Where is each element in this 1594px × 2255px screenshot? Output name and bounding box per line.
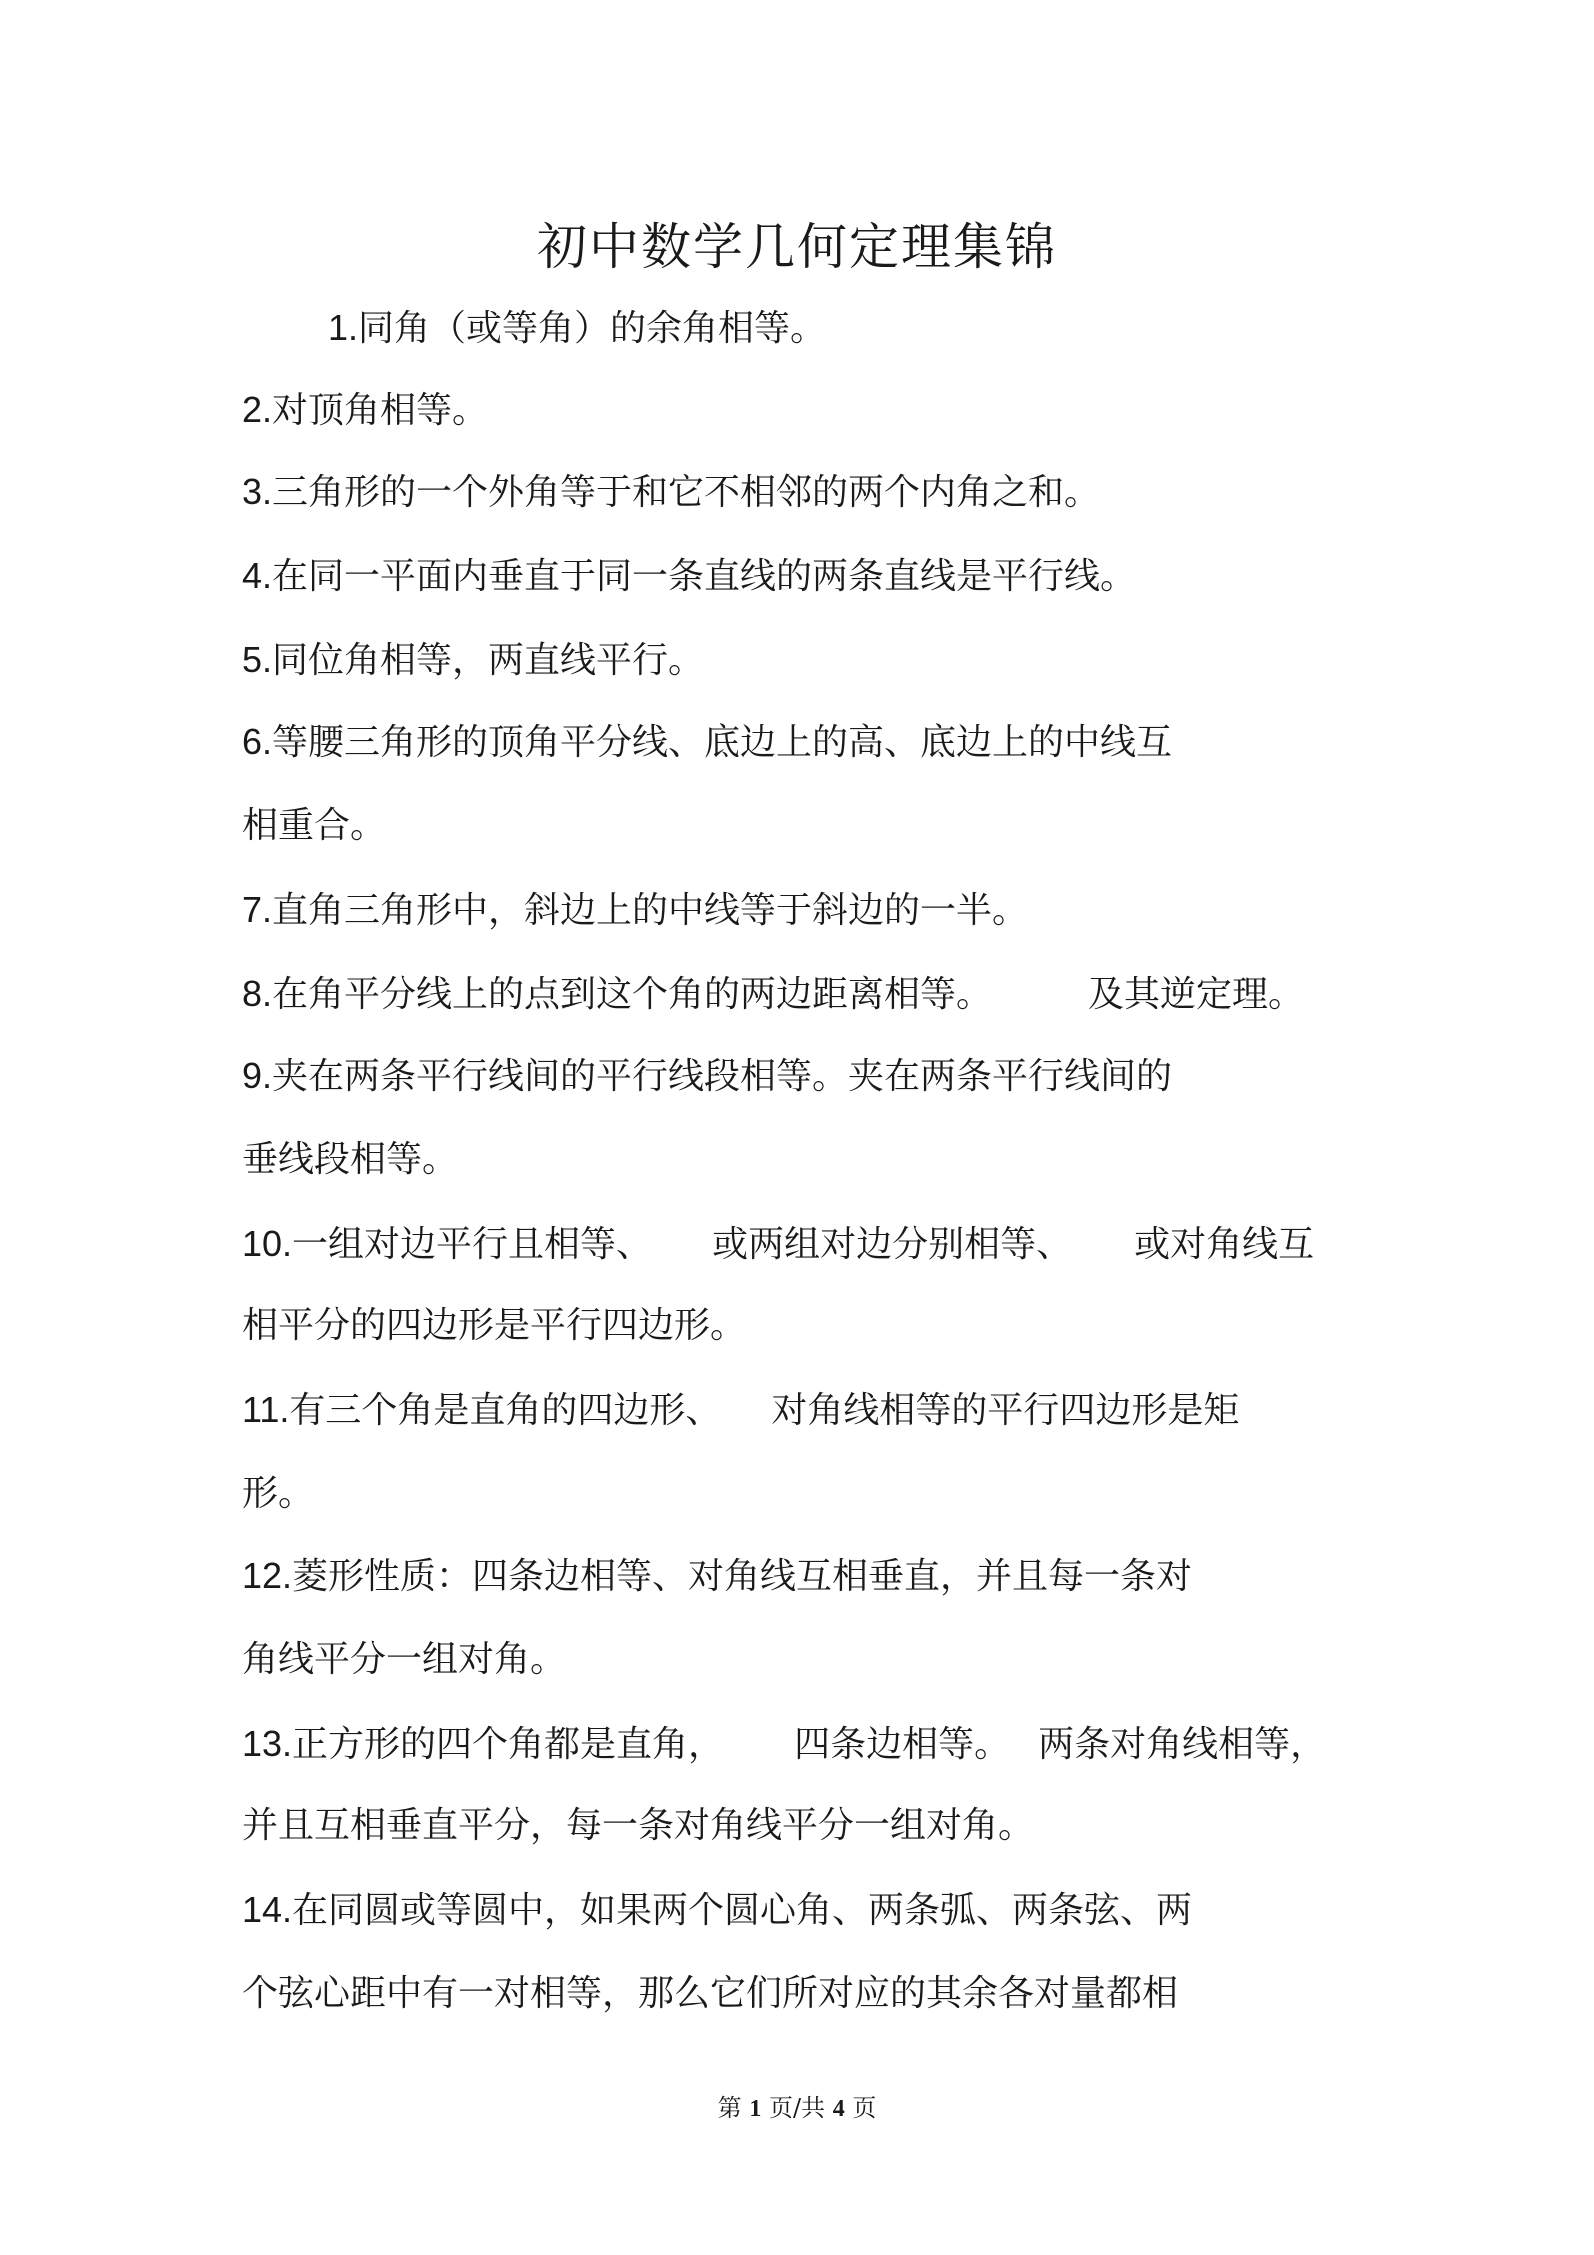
- item-text: 菱形性质：四条边相等、对角线互相垂直，并且每一条对: [292, 1556, 1193, 1597]
- footer-middle: 页/共: [768, 2094, 826, 2122]
- item-text: 同角（或等角）的余角相等。: [358, 308, 827, 349]
- item-number: 12.: [242, 1555, 293, 1596]
- item-text-2: 对角线相等的平行四边形是矩: [771, 1390, 1240, 1431]
- theorem-13: [242, 1720, 1326, 1769]
- theorem-5: [242, 636, 704, 685]
- item-number: 5.: [242, 639, 273, 680]
- item-text-2: 或两组对边分别相等、: [712, 1224, 1073, 1265]
- item-text: 相平分的四边形是平行四边形。: [242, 1305, 747, 1346]
- item-text: 对顶角相等。: [272, 390, 489, 431]
- footer-prefix: 第: [717, 2094, 742, 2122]
- current-page-number: 1: [749, 2096, 762, 2122]
- theorem-2: [242, 386, 488, 435]
- item-number: 11.: [242, 1389, 290, 1430]
- theorem-11: [242, 1386, 1239, 1435]
- item-text: 并且互相垂直平分，每一条对角线平分一组对角。: [242, 1805, 1035, 1846]
- theorem-10: [242, 1220, 1314, 1269]
- theorem-12: [242, 1552, 1192, 1601]
- theorem-1: [328, 304, 826, 353]
- item-number: 3.: [242, 471, 273, 512]
- theorem-9-continuation: [242, 1136, 458, 1184]
- item-text-2: 四条边相等。: [794, 1724, 1011, 1765]
- item-text: 在角平分线上的点到这个角的两边距离相等。: [272, 974, 993, 1015]
- item-text: 角线平分一组对角。: [242, 1639, 567, 1680]
- theorem-3: [242, 468, 1100, 517]
- item-text: 个弦心距中有一对相等，那么它们所对应的其余各对量都相: [242, 1973, 1179, 2014]
- item-text: 正方形的四个角都是直角，: [292, 1724, 725, 1765]
- footer-suffix: 页: [852, 2094, 877, 2122]
- theorem-8: [242, 970, 1304, 1019]
- item-number: 7.: [242, 889, 273, 930]
- theorem-14: [242, 1886, 1192, 1935]
- item-text: 有三个角是直角的四边形、: [289, 1390, 722, 1431]
- theorem-13-continuation: [242, 1802, 1034, 1850]
- theorem-7: [242, 886, 1028, 935]
- theorem-6: [242, 718, 1172, 767]
- item-text: 形。: [242, 1473, 315, 1514]
- page-title: 初中数学几何定理集锦: [537, 218, 1057, 276]
- item-text: 垂线段相等。: [242, 1139, 459, 1180]
- item-number: 2.: [242, 389, 273, 430]
- item-text: 相重合。: [242, 805, 387, 846]
- item-number: 1.: [328, 307, 359, 348]
- item-text: 夹在两条平行线间的平行线段相等。夹在两条平行线间的: [272, 1056, 1173, 1097]
- item-number: 8.: [242, 973, 273, 1014]
- total-page-number: 4: [832, 2096, 845, 2122]
- theorem-10-continuation: [242, 1302, 746, 1350]
- item-text: 在同一平面内垂直于同一条直线的两条直线是平行线。: [272, 556, 1137, 597]
- item-number: 4.: [242, 555, 273, 596]
- item-text: 三角形的一个外角等于和它不相邻的两个内角之和。: [272, 472, 1101, 513]
- theorem-14-continuation: [242, 1970, 1178, 2018]
- item-number: 6.: [242, 721, 273, 762]
- theorem-4: [242, 552, 1136, 601]
- item-text-2: 及其逆定理。: [1088, 974, 1305, 1015]
- item-number: 9.: [242, 1055, 273, 1096]
- item-number: 14.: [242, 1889, 293, 1930]
- item-text: 等腰三角形的顶角平分线、底边上的高、底边上的中线互: [272, 722, 1173, 763]
- item-text-3: 两条对角线相等，: [1038, 1724, 1327, 1765]
- item-text-3: 或对角线互: [1134, 1224, 1315, 1265]
- theorem-9: [242, 1052, 1172, 1101]
- item-number: 10.: [242, 1223, 293, 1264]
- item-text: 直角三角形中，斜边上的中线等于斜边的一半。: [272, 890, 1029, 931]
- page-indicator: [0, 2092, 1594, 2125]
- theorem-6-continuation: [242, 802, 386, 850]
- item-text: 一组对边平行且相等、: [292, 1224, 653, 1265]
- item-number: 13.: [242, 1723, 293, 1764]
- item-text: 在同圆或等圆中，如果两个圆心角、两条弧、两条弦、两: [292, 1890, 1193, 1931]
- theorem-12-continuation: [242, 1636, 566, 1684]
- item-text: 同位角相等，两直线平行。: [272, 640, 705, 681]
- theorem-11-continuation: [242, 1470, 314, 1518]
